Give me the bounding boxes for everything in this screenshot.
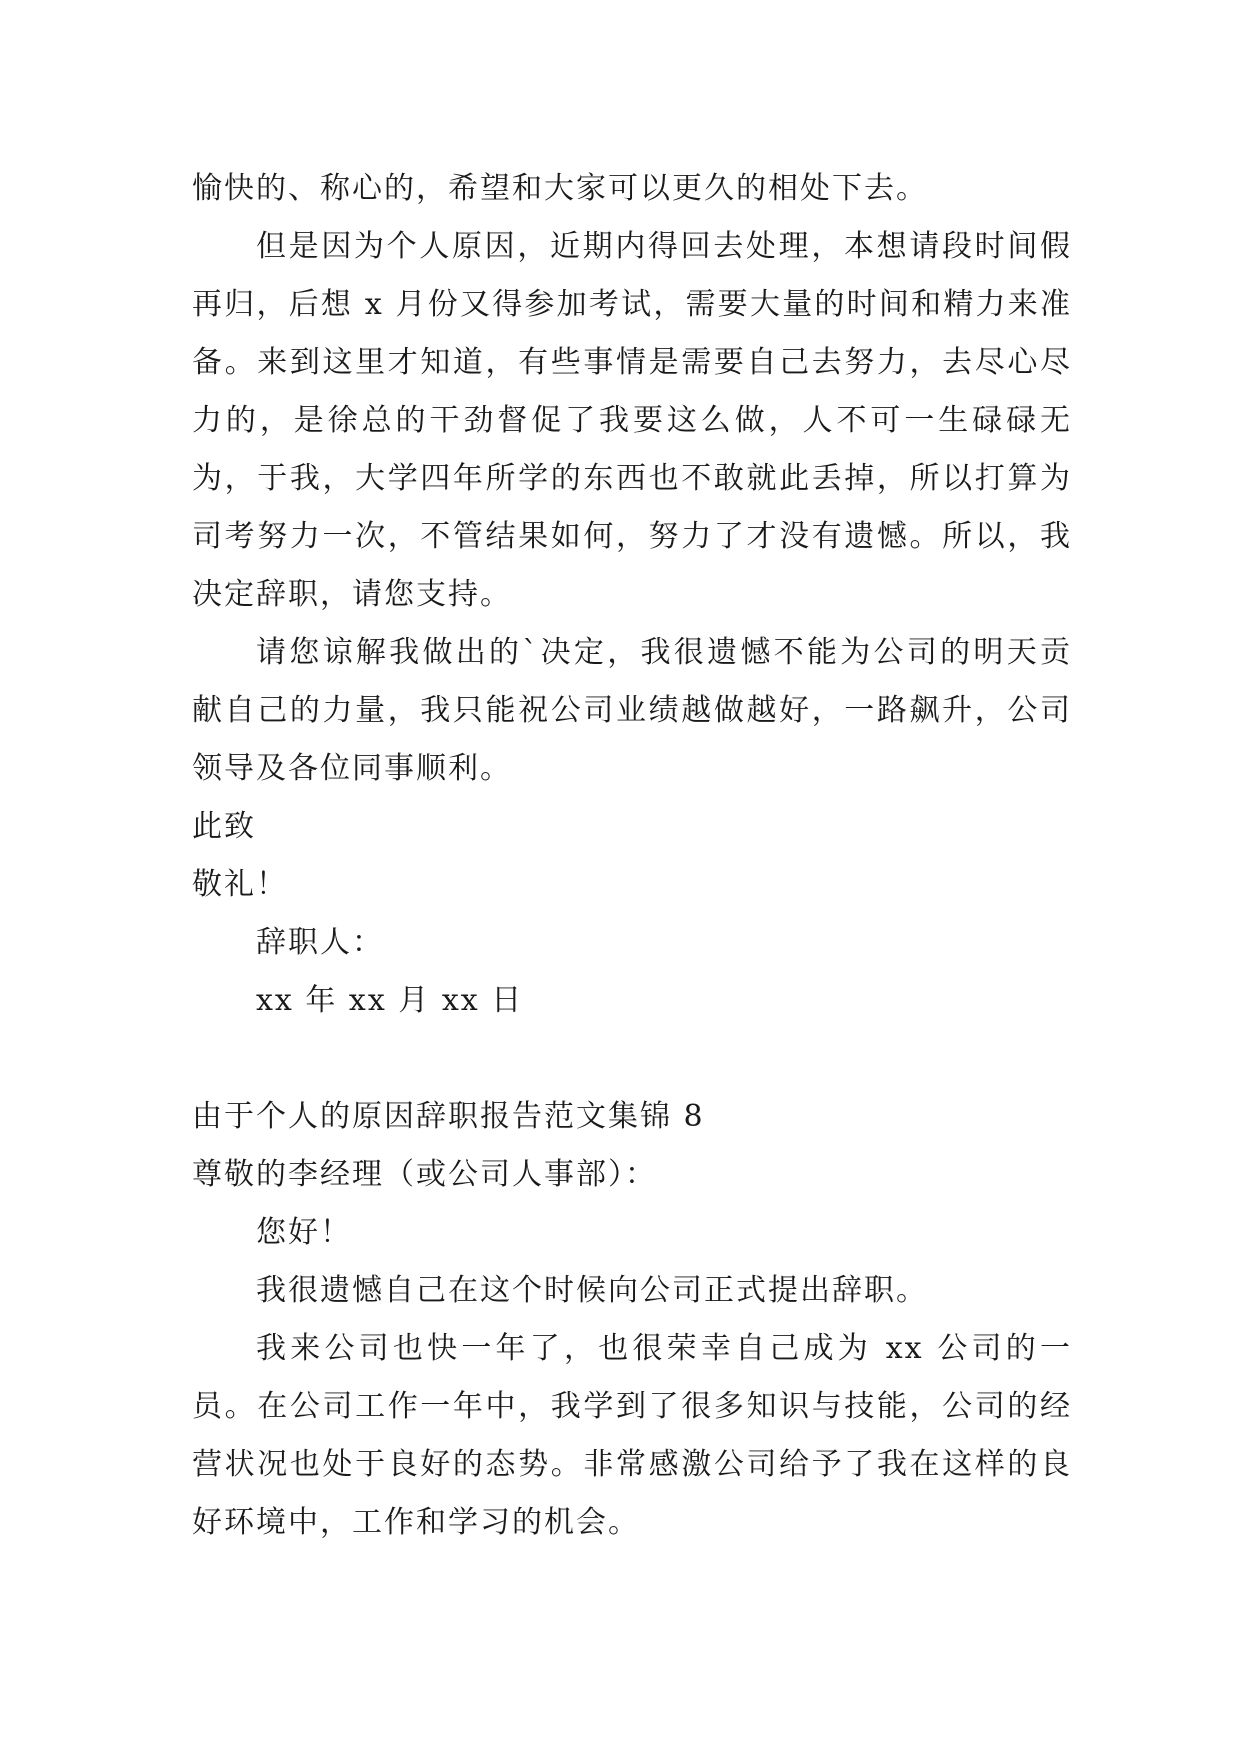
closing-line-2: 敬礼！ — [192, 867, 288, 902]
greeting: 您好！ — [256, 1215, 352, 1250]
document-body — [192, 160, 1072, 1552]
paragraph-reason: 但是因为个人原因，近期内得回去处理，本想请段时间假再归，后想 x 月份又得参加考试，需要大量的时间和精力来准备。来到这里才知道，有些事情是需要自己去努力，去尽心尽力的，是徐总的干劲督促了我要这么做，人不可一生碌碌无为，于我，大学四年所学的东西也不敢就此丢掉，所以打算为司考努力一次，不管结果如何，努力了才没有遗憾。所以，我决定辞职，请您支持。 — [192, 229, 1072, 612]
paragraph-apology: 请您谅解我做出的`决定，我很遗憾不能为公司的明天贡献自己的力量，我只能祝公司业绩越做越好，一路飙升，公司领导及各位同事顺利。 — [192, 635, 1072, 786]
closing-line-1: 此致 — [192, 809, 256, 844]
section-gap — [192, 1030, 1072, 1088]
paragraph-resignation: 我很遗憾自己在这个时候向公司正式提出辞职。 — [256, 1273, 928, 1308]
paragraph-gratitude: 我来公司也快一年了，也很荣幸自己成为 xx 公司的一员。在公司工作一年中，我学到了很多知识与技能，公司的经营状况也处于良好的态势。非常感激公司给予了我在这样的良好环境中，工作和学习的机会。 — [192, 1331, 1072, 1540]
salutation: 尊敬的李经理（或公司人事部）： — [192, 1157, 657, 1192]
section-title: 由于个人的原因辞职报告范文集锦 8 — [192, 1099, 705, 1134]
paragraph-continuation: 愉快的、称心的，希望和大家可以更久的相处下去。 — [192, 171, 928, 206]
signer-label: 辞职人： — [256, 925, 384, 960]
date-line: xx 年 xx 月 xx 日 — [256, 983, 524, 1018]
